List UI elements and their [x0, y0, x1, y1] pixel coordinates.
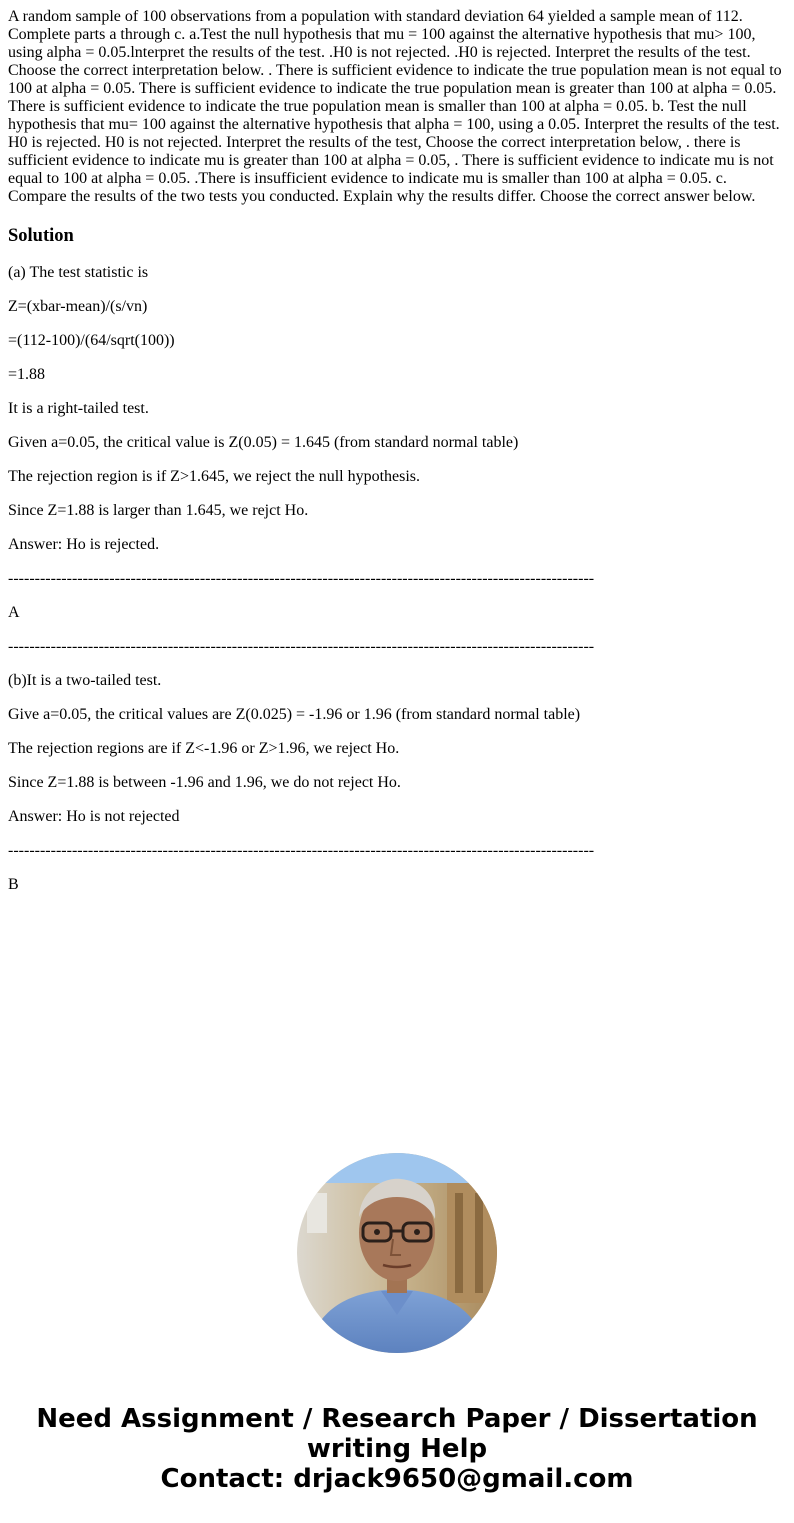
divider-line: --------------------------------------------------------------------------------------------------------------: [8, 638, 595, 655]
solution-line: Z=(xbar-mean)/(s/vn): [8, 298, 148, 315]
solution-line: (a) The test statistic is: [8, 264, 149, 281]
answer-choice-a: A: [8, 604, 20, 621]
footer-contact: Contact: drjack9650@gmail.com: [160, 1464, 634, 1494]
solution-line: Since Z=1.88 is larger than 1.645, we rejct Ho.: [8, 502, 309, 519]
solution-line: Answer: Ho is rejected.: [8, 536, 160, 553]
solution-line: =(112-100)/(64/sqrt(100)): [8, 332, 175, 349]
author-portrait-image: [297, 1153, 497, 1353]
answer-choice-b: B: [8, 876, 19, 893]
solution-line: The rejection region is if Z>1.645, we reject the null hypothesis.: [8, 468, 421, 485]
footer-line-2: writing Help: [306, 1434, 488, 1464]
question-text: A random sample of 100 observations from a population with standard deviation 64 yielded a sample mean of 112. Complete parts a through c. a.Test the null hypothesis that mu = 100 against the alternative hypothesis that mu> 100, using alpha = 0.05.lnterpret the results of the test. .H0 is not rejected. .H0 is rejected. Interpret the results of the test. Choose the correct interpretation below. . There is sufficient evidence to indicate the true population mean is not equal to 100 at alpha = 0.05. There is sufficient evidence to indicate the true population mean is greater than 100 at alpha = 0.05. There is sufficient evidence to indicate the true population mean is smaller than 100 at alpha = 0.05. b. Test the null hypothesis that mu= 100 against the alternative hypothesis that alpha = 100, using a 0.05. Interpret the results of the test. H0 is rejected. H0 is not rejected. Interpret the results of the test, Choose the correct interpretation below, . there is sufficient evidence to indicate mu is greater than 100 at alpha = 0.05, . There is sufficient evidence to indicate mu is not equal to 100 at alpha = 0.05. .There is insufficient evidence to indicate mu is smaller than 100 at alpha = 0.05. c. Compare the results of the two tests you conducted. Explain why the results differ. Choose the correct answer below.: [8, 8, 782, 205]
footer-line-1: Need Assignment / Research Paper / Dissertation: [36, 1404, 758, 1434]
author-avatar: [297, 1153, 497, 1353]
solution-line: The rejection regions are if Z<-1.96 or Z>1.96, we reject Ho.: [8, 740, 400, 757]
solution-line: Answer: Ho is not rejected: [8, 808, 180, 825]
solution-line: Given a=0.05, the critical value is Z(0.05) = 1.645 (from standard normal table): [8, 434, 519, 451]
footer-promo: [0, 1404, 794, 1494]
solution-line: Give a=0.05, the critical values are Z(0.025) = -1.96 or 1.96 (from standard normal table): [8, 706, 581, 723]
solution-line: (b)It is a two-tailed test.: [8, 672, 162, 689]
solution-heading: Solution: [8, 226, 74, 246]
solution-line: =1.88: [8, 366, 46, 383]
solution-line: Since Z=1.88 is between -1.96 and 1.96, we do not reject Ho.: [8, 774, 401, 791]
divider-line: --------------------------------------------------------------------------------------------------------------: [8, 842, 595, 859]
solution-line: It is a right-tailed test.: [8, 400, 149, 417]
divider-line: --------------------------------------------------------------------------------------------------------------: [8, 570, 595, 587]
solution-body: [8, 264, 786, 910]
